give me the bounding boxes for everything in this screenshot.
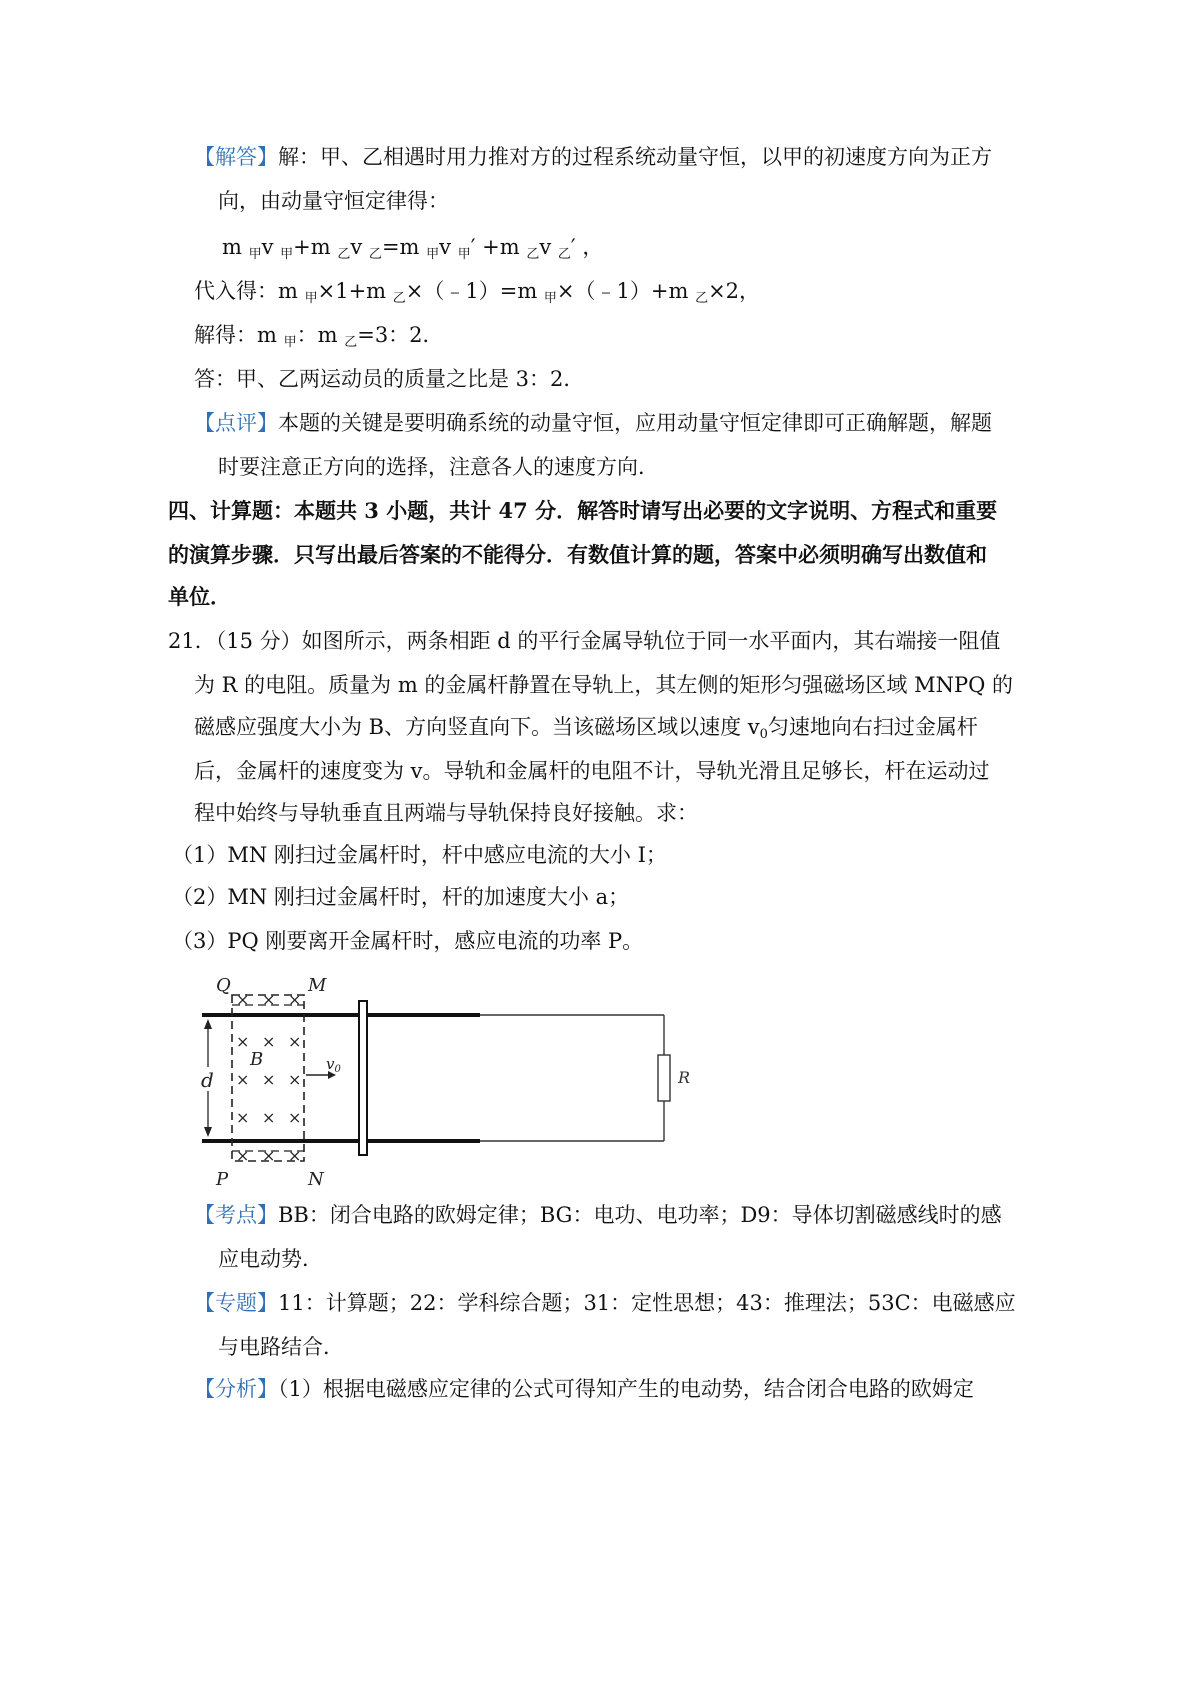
label-B: B — [250, 1049, 264, 1070]
momentum-equation: m $_甲$v $_甲$+m $_乙$v $_乙$=m $_甲$v $_甲$′ +m $_乙$v $_乙$′ ， — [222, 235, 604, 262]
answer-line-1: 【解答】解：甲、乙相遇时用力推对方的过程系统动量守恒，以甲的初速度方向为正方 — [194, 145, 992, 169]
d-arrow-down — [204, 1127, 212, 1137]
label-P: P — [216, 1169, 229, 1190]
label-d: d — [201, 1068, 214, 1092]
zhuanti-tag: 【专题】 — [194, 1291, 278, 1315]
svg-text:×: × — [262, 1146, 276, 1165]
svg-text:×: × — [262, 1070, 276, 1089]
d-arrow-up — [204, 1019, 212, 1029]
fenxi-line-1: 【分析】（1）根据电磁感应定律的公式可得知产生的电动势，结合闭合电路的欧姆定 — [194, 1377, 974, 1401]
svg-text:×: × — [262, 990, 276, 1009]
svg-text:×: × — [262, 1032, 276, 1051]
comment-line-2: 时要注意正方向的选择，注意各人的速度方向． — [218, 455, 659, 479]
question-21-line-5: 程中始终与导轨垂直且两端与导轨保持良好接触。求： — [194, 801, 698, 825]
zhuanti-line-2: 与电路结合． — [218, 1335, 344, 1359]
metal-rod — [359, 1001, 367, 1155]
kaodian-tag: 【考点】 — [194, 1203, 278, 1227]
question-21-line-4: 后，金属杆的速度变为 v。导轨和金属杆的电阻不计，导轨光滑且足够长，杆在运动过 — [194, 759, 990, 783]
question-21-line-2: 为 R 的电阻。质量为 m 的金属杆静置在导轨上，其左侧的矩形匀强磁场区域 MNPQ 的 — [194, 673, 1013, 697]
label-M: M — [308, 975, 327, 996]
comment-line-1: 【点评】本题的关键是要明确系统的动量守恒，应用动量守恒定律即可正确解题，解题 — [194, 411, 992, 435]
section-4-line-2: 的演算步骤．只写出最后答案的不能得分．有数值计算的题，答案中必须明确写出数值和 — [168, 542, 987, 567]
svg-text:×: × — [288, 1032, 302, 1051]
sub-question-3: （3）PQ 刚要离开金属杆时，感应电流的功率 P。 — [172, 929, 644, 953]
svg-text:×: × — [236, 1108, 250, 1127]
label-N: N — [308, 1169, 324, 1190]
substitution-equation: 代入得：m $_甲$×1+m $_乙$×（﹣1）=m $_甲$×（﹣1）+m $_乙$×2， — [194, 279, 761, 306]
svg-text:×: × — [236, 990, 250, 1009]
zhuanti-line-1: 【专题】11：计算题；22：学科综合题；31：定性思想；43：推理法；53C：电磁感应 — [194, 1291, 1016, 1315]
svg-text:×: × — [288, 990, 302, 1009]
section-4-line-3: 单位． — [168, 584, 231, 609]
answer-line-2: 向，由动量守恒定律得： — [218, 189, 449, 213]
section-4-line-1: 四、计算题：本题共 3 小题，共计 47 分．解答时请写出必要的文字说明、方程式和重要 — [168, 498, 998, 523]
answer-tag: 【解答】 — [194, 145, 278, 169]
answer-final: 答：甲、乙两运动员的质量之比是 3：2． — [194, 367, 585, 391]
svg-text:×: × — [262, 1108, 276, 1127]
svg-text:×: × — [236, 1032, 250, 1051]
svg-text:×: × — [236, 1146, 250, 1165]
question-21-line-1: 21．（15 分）如图所示，两条相距 d 的平行金属导轨位于同一水平面内，其右端接一阻值 — [168, 629, 1001, 653]
comment-tag: 【点评】 — [194, 411, 278, 435]
svg-text:×: × — [288, 1108, 302, 1127]
label-R: R — [678, 1068, 691, 1087]
kaodian-line-1: 【考点】BB：闭合电路的欧姆定律；BG：电功、电功率；D9：导体切割磁感线时的感 — [194, 1203, 1002, 1227]
svg-text:×: × — [288, 1070, 302, 1089]
rail-diagram — [190, 965, 691, 1190]
solution-ratio: 解得：m $_甲$：m $_乙$=3：2． — [194, 323, 444, 350]
question-21-line-3: 磁感应强度大小为 B、方向竖直向下。当该磁场区域以速度 $v_0$匀速地向右扫过金属杆 — [194, 715, 978, 742]
kaodian-line-2: 应电动势． — [218, 1247, 323, 1271]
svg-text:×: × — [236, 1070, 250, 1089]
resistor — [658, 1055, 670, 1101]
label-v0: $v_0$ — [326, 1055, 341, 1075]
sub-question-2: （2）MN 刚扫过金属杆时，杆的加速度大小 a； — [172, 885, 630, 909]
sub-question-1: （1）MN 刚扫过金属杆时，杆中感应电流的大小 I； — [172, 843, 667, 867]
label-Q: Q — [216, 975, 231, 996]
svg-text:×: × — [288, 1146, 302, 1165]
fenxi-tag: 【分析】 — [194, 1377, 278, 1401]
